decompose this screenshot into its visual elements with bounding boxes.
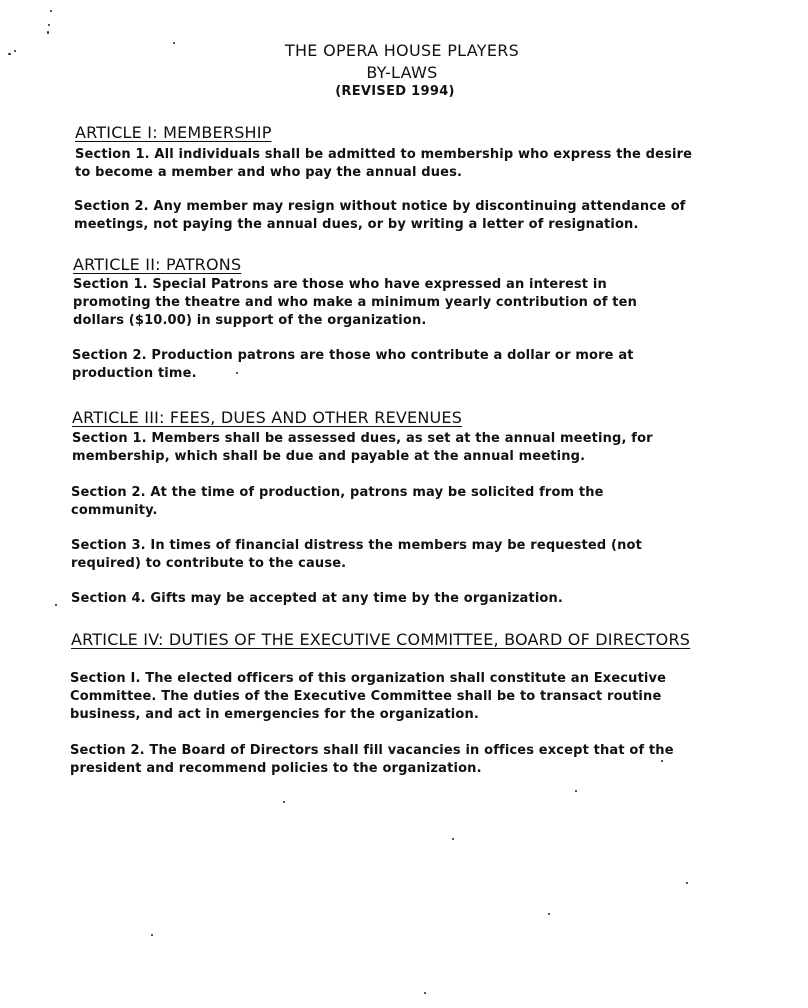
scan-speck xyxy=(55,604,57,606)
article-1-section-2: Section 2. Any member may resign without notice by discontinuing attendance of meetings, not paying the annual dues, or by writing a letter of resignation. xyxy=(74,199,686,232)
revision-note: (REVISED 1994) xyxy=(335,84,455,99)
scan-speck xyxy=(236,372,238,374)
article-4-section-2: Section 2. The Board of Directors shall fill vacancies in offices except that of the president and recommend policies to the organization. xyxy=(70,743,674,776)
document-subtitle: BY-LAWS xyxy=(366,63,438,82)
scan-speck xyxy=(48,24,50,26)
scan-speck xyxy=(50,10,52,12)
article-1-section-1: Section 1. All individuals shall be admitted to membership who express the desire to become a member and who pay the annual dues. xyxy=(75,147,693,180)
scan-speck xyxy=(686,882,688,884)
scan-speck xyxy=(151,934,153,936)
article-2-section-2: Section 2. Production patrons are those who contribute a dollar or more at production time. xyxy=(72,348,634,381)
article-3-heading: ARTICLE III: FEES, DUES AND OTHER REVENUES xyxy=(72,408,463,427)
scan-speck xyxy=(424,992,426,994)
article-4-section-1: Section I. The elected officers of this organization shall constitute an Executive Committee. The duties of the Executive Committee shall be to transact routine business, and act in emergencies for the organization. xyxy=(70,671,667,722)
scan-speck xyxy=(452,838,454,840)
scan-speck xyxy=(575,790,577,792)
document-title: THE OPERA HOUSE PLAYERS xyxy=(284,41,520,60)
article-3-section-3: Section 3. In times of financial distress the members may be requested (not required) to contribute to the cause. xyxy=(71,538,642,571)
scan-speck xyxy=(548,913,550,915)
scan-speck xyxy=(173,42,175,44)
scan-speck xyxy=(14,50,16,52)
scan-speck xyxy=(283,801,285,803)
article-2-heading: ARTICLE II: PATRONS xyxy=(73,255,242,274)
article-4-heading: ARTICLE IV: DUTIES OF THE EXECUTIVE COMMITTEE, BOARD OF DIRECTORS xyxy=(71,630,691,649)
scan-speck xyxy=(661,760,663,762)
scan-speck xyxy=(47,31,49,34)
article-3-section-1: Section 1. Members shall be assessed dues, as set at the annual meeting, for membership, which shall be due and payable at the annual meeting. xyxy=(72,431,653,464)
scan-speck xyxy=(8,53,11,55)
article-3-section-4: Section 4. Gifts may be accepted at any time by the organization. xyxy=(71,591,564,606)
article-3-section-2: Section 2. At the time of production, patrons may be solicited from the community. xyxy=(71,485,604,518)
article-2-section-1: Section 1. Special Patrons are those who have expressed an interest in promoting the theatre and who make a minimum yearly contribution of ten dollars ($10.00) in support of the organization. xyxy=(73,277,638,328)
article-1-heading: ARTICLE I: MEMBERSHIP xyxy=(75,123,272,142)
